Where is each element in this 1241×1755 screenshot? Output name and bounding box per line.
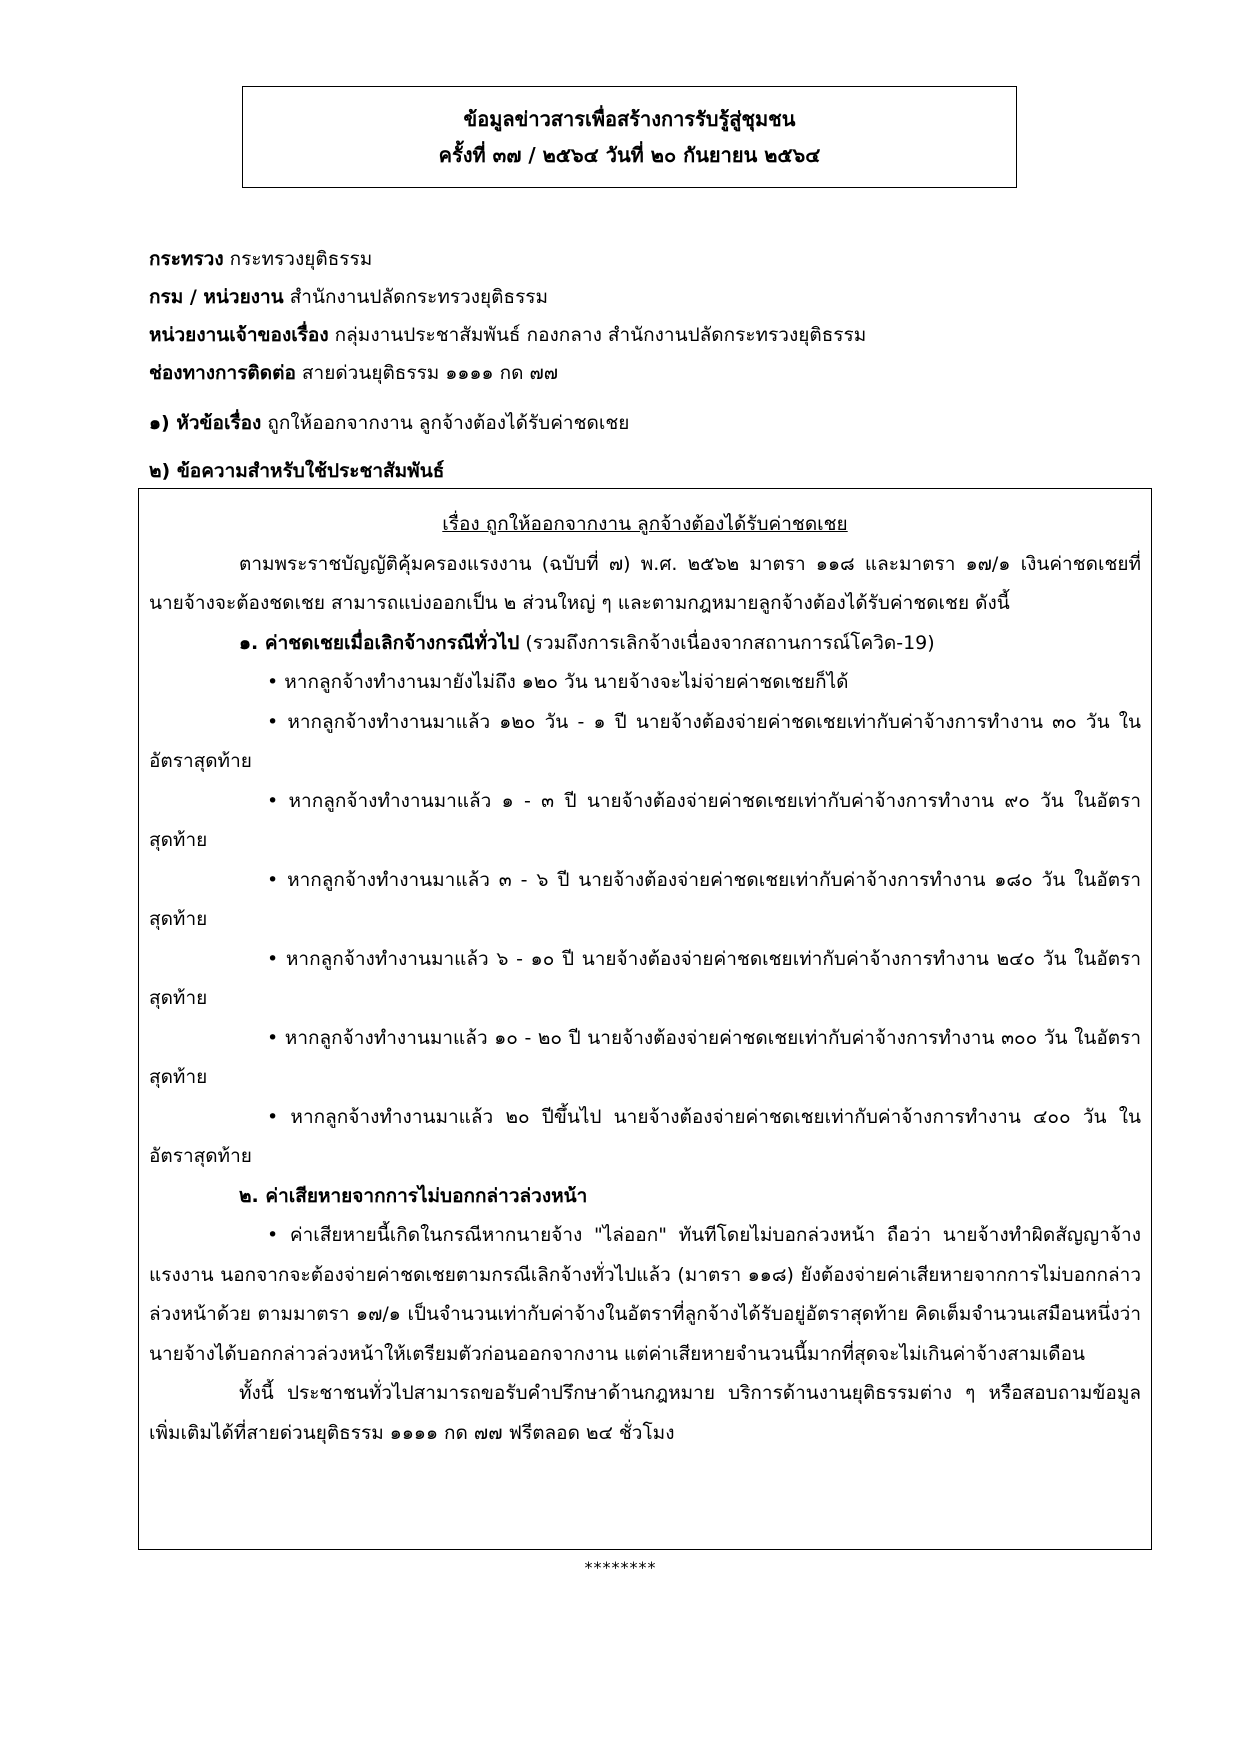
subheading-1-note: (รวมถึงการเลิกจ้างเนื่องจากสถานการณ์โควิด-19): [525, 631, 935, 654]
meta-contact-label: ช่องทางการติดต่อ: [149, 362, 296, 384]
subheading-2-bold: ๒. ค่าเสียหายจากการไม่บอกกล่าวล่วงหน้า: [239, 1184, 588, 1207]
meta-owner-label: หน่วยงานเจ้าของเรื่อง: [149, 324, 329, 346]
meta-department-value: สำนักงานปลัดกระทรวงยุติธรรม: [289, 286, 549, 308]
meta-ministry: [149, 240, 1109, 278]
intro-paragraph: ตามพระราชบัญญัติคุ้มครองแรงงาน (ฉบับที่ ๗) พ.ศ. ๒๕๖๒ มาตรา ๑๑๘ และมาตรา ๑๗/๑ เงินค่าชดเชยที่นายจ้างจะต้องชดเชย สามารถแบ่งออกเป็น ๒ ส่วนใหญ่ ๆ และตามกฎหมายลูกจ้างต้องได้รับค่าชดเชย ดังนี้: [149, 552, 1141, 614]
pr-message-box: [138, 488, 1152, 1550]
meta-department-label: กรม / หน่วยงาน: [149, 286, 284, 308]
meta-owner-value: กลุ่มงานประชาสัมพันธ์ กองกลาง สำนักงานปลัดกระทรวงยุติธรรม: [334, 324, 867, 346]
subheading-2: [149, 1177, 1141, 1217]
section-1-label: ๑) หัวข้อเรื่อง: [149, 412, 262, 434]
section-1-topic: [149, 404, 629, 442]
subheading-1-bold: ๑. ค่าชดเชยเมื่อเลิกจ้างกรณีทั่วไป: [239, 631, 520, 654]
meta-info: [149, 240, 1109, 392]
story-title: เรื่อง ถูกให้ออกจากงาน ลูกจ้างต้องได้รับค่าชดเชย: [442, 513, 848, 535]
list-item: • หากลูกจ้างทำงานมาแล้ว ๒๐ ปีขึ้นไป นายจ้างต้องจ่ายค่าชดเชยเท่ากับค่าจ้างการทำงาน ๔๐๐ วัน ในอัตราสุดท้าย: [149, 1105, 1141, 1167]
subheading-1: [149, 624, 1141, 664]
list-item: • หากลูกจ้างทำงานมาแล้ว ๖ - ๑๐ ปี นายจ้างต้องจ่ายค่าชดเชยเท่ากับค่าจ้างการทำงาน ๒๔๐ วัน ในอัตราสุดท้าย: [149, 947, 1141, 1009]
section-1-value: ถูกให้ออกจากงาน ลูกจ้างต้องได้รับค่าชดเชย: [267, 412, 630, 434]
closing-paragraph: ทั้งนี้ ประชาชนทั่วไปสามารถขอรับคำปรึกษาด้านกฎหมาย บริการด้านงานยุติธรรมต่าง ๆ หรือสอบถามข้อมูลเพิ่มเติมได้ที่สายด่วนยุติธรรม ๑๑๑๑ กด ๗๗ ฟรีตลอด ๒๔ ชั่วโมง: [149, 1382, 1141, 1444]
list-item: • หากลูกจ้างทำงานมาแล้ว ๑๐ - ๒๐ ปี นายจ้างต้องจ่ายค่าชดเชยเท่ากับค่าจ้างการทำงาน ๓๐๐ วัน ในอัตราสุดท้าย: [149, 1026, 1141, 1088]
list-item: • หากลูกจ้างทำงานมายังไม่ถึง ๑๒๐ วัน นายจ้างจะไม่จ่ายค่าชดเชยก็ได้: [267, 671, 849, 693]
meta-ministry-label: กระทรวง: [149, 248, 224, 270]
meta-department: [149, 278, 1109, 316]
list-item: • หากลูกจ้างทำงานมาแล้ว ๓ - ๖ ปี นายจ้างต้องจ่ายค่าชดเชยเท่ากับค่าจ้างการทำงาน ๑๘๐ วัน ในอัตราสุดท้าย: [149, 868, 1141, 930]
list-item: • หากลูกจ้างทำงานมาแล้ว ๑ - ๓ ปี นายจ้างต้องจ่ายค่าชดเชยเท่ากับค่าจ้างการทำงาน ๙๐ วัน ในอัตราสุดท้าย: [149, 789, 1141, 851]
header-box: [242, 86, 1017, 188]
list-item: • ค่าเสียหายนี้เกิดในกรณีหากนายจ้าง "ไล่ออก" ทันทีโดยไม่บอกล่วงหน้า ถือว่า นายจ้างทำผิดสัญญาจ้างแรงงาน นอกจากจะต้องจ่ายค่าชดเชยตามกรณีเลิกจ้างทั่วไปแล้ว (มาตรา ๑๑๘) ยังต้องจ่ายค่าเสียหายจากการไม่บอกกล่าวล่วงหน้าด้วย ตามมาตรา ๑๗/๑ เป็นจำนวนเท่ากับค่าจ้างในอัตราที่ลูกจ้างได้รับอยู่อัตราสุดท้าย คิดเต็มจำนวนเสมือนหนึ่งว่านายจ้างได้บอกกล่าวล่วงหน้าให้เตรียมตัวก่อนออกจากงาน แต่ค่าเสียหายจำนวนนี้มากที่สุดจะไม่เกินค่าจ้างสามเดือน: [149, 1224, 1141, 1365]
list-item: • หากลูกจ้างทำงานมาแล้ว ๑๒๐ วัน - ๑ ปี นายจ้างต้องจ่ายค่าชดเชยเท่ากับค่าจ้างการทำงาน ๓๐ วัน ในอัตราสุดท้าย: [149, 710, 1141, 772]
header-issue-date: ครั้งที่ ๓๗ / ๒๕๖๔ วันที่ ๒๐ กันยายน ๒๕๖๔: [438, 143, 821, 167]
section-2-label: ๒) ข้อความสำหรับใช้ประชาสัมพันธ์: [149, 460, 445, 482]
meta-ministry-value: กระทรวงยุติธรรม: [229, 248, 373, 270]
header-title: ข้อมูลข่าวสารเพื่อสร้างการรับรู้สู่ชุมชน: [463, 107, 796, 131]
meta-contact: [149, 354, 1109, 392]
meta-contact-value: สายด่วนยุติธรรม ๑๑๑๑ กด ๗๗: [301, 362, 559, 384]
meta-owner: [149, 316, 1109, 354]
end-marker: ********: [584, 1558, 657, 1577]
